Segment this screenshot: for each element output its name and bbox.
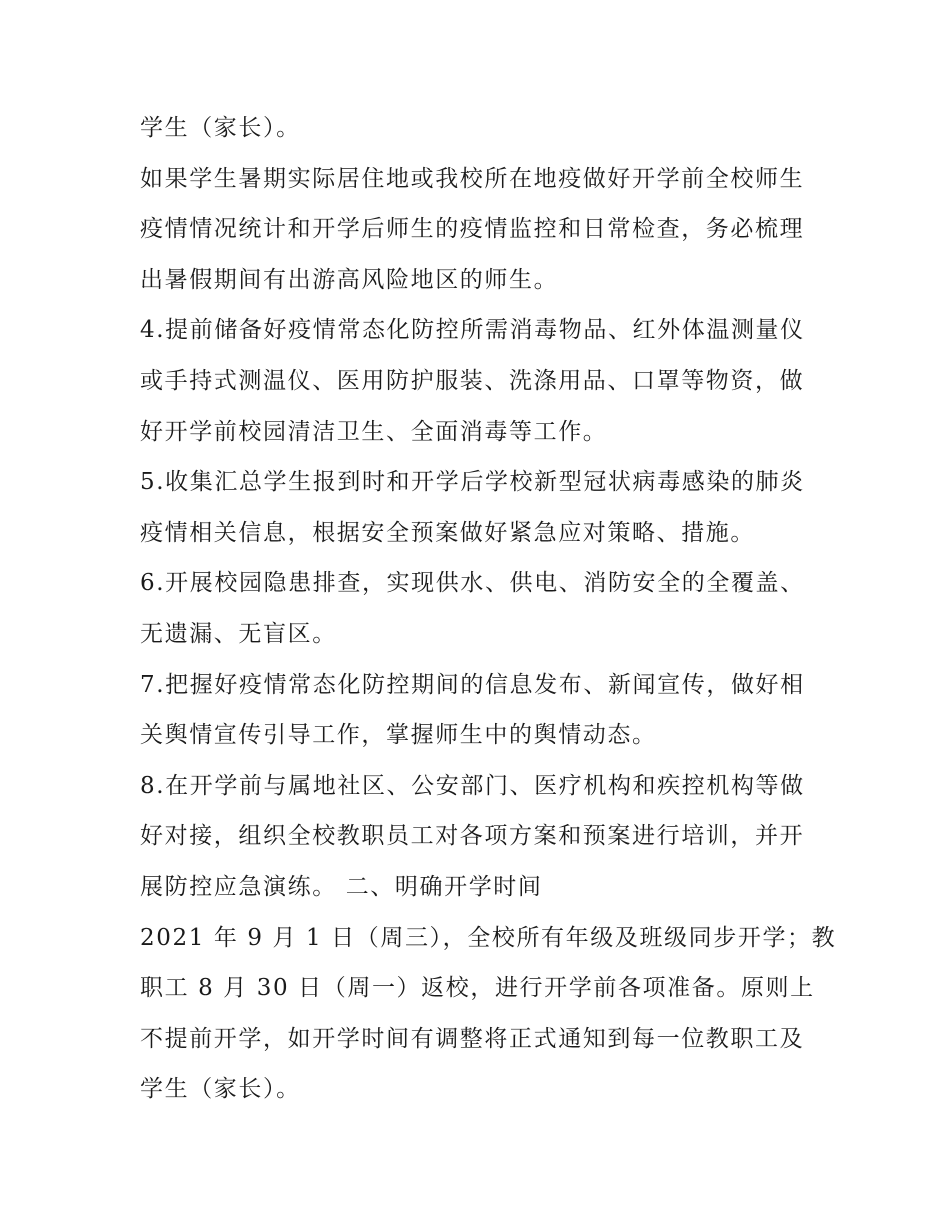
text-line: 8.在开学前与属地社区、公安部门、医疗机构和疾控机构等做 [140,772,805,799]
text-line: 好对接，组织全校教职员工对各项方案和预案进行培训，并开 [140,823,805,850]
text-line: 6.开展校园隐患排查，实现供水、供电、消防安全的全覆盖、 [140,570,805,597]
text-line: 或手持式测温仪、医用防护服装、洗涤用品、口罩等物资，做 [140,367,805,394]
text-line: 如果学生暑期实际居住地或我校所在地疫做好开学前全校师生 [140,165,805,192]
text-line: 学生（家长）。 [140,1076,301,1103]
text-line: 出暑假期间有出游高风险地区的师生。 [140,266,559,293]
text-line: 5.收集汇总学生报到时和开学后学校新型冠状病毒感染的肺炎 [140,469,805,496]
text-line: 学生（家长）。 [140,115,301,141]
text-line: 关舆情宣传引导工作，掌握师生中的舆情动态。 [140,722,657,749]
text-line: 无遗漏、无盲区。 [140,620,337,647]
text-line: 7.把握好疫情常态化防控期间的信息发布、新闻宣传，做好相 [140,671,805,698]
text-line: 职工 8 月 30 日（周一）返校，进行开学前各项准备。原则上 [140,975,815,1002]
text-line: 展防控应急演练。 二、明确开学时间 [140,873,543,900]
text-line: 2021 年 9 月 1 日（周三），全校所有年级及班级同步开学；教 [140,924,837,951]
text-line: 疫情情况统计和开学后师生的疫情监控和日常检查，务必梳理 [140,216,805,243]
text-line: 4.提前储备好疫情常态化防控所需消毒物品、红外体温测量仪 [140,317,805,344]
text-line: 疫情相关信息，根据安全预案做好紧急应对策略、措施。 [140,519,755,546]
text-line: 好开学前校园清洁卫生、全面消毒等工作。 [140,418,608,445]
document-body [140,103,837,1115]
text-line: 不提前开学，如开学时间有调整将正式通知到每一位教职工及 [140,1025,805,1052]
